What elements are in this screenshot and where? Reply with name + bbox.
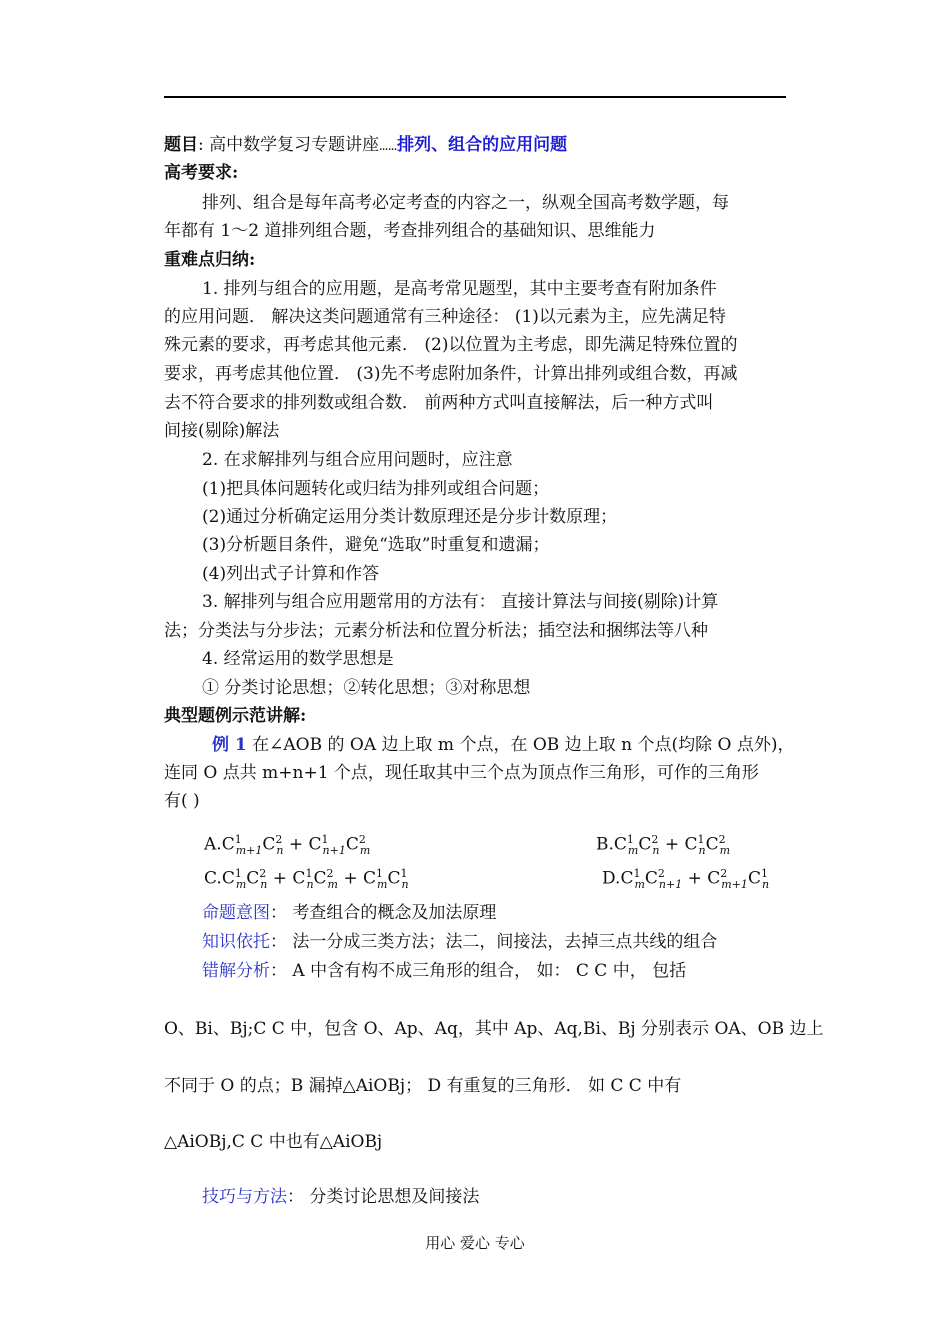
key-point-line-12: 3. 解排列与组合应用题常用的方法有： 直接计算法与间接(剔除)计算 <box>202 592 719 612</box>
error-text-1: ： A 中含有构不成三角形的组合， 如： C C 中， 包括 <box>270 961 687 981</box>
basis-text: ： 法一分成三类方法；法二，间接法，去掉三点共线的组合 <box>270 932 718 952</box>
option-c: $C.C^1_mC^2_n + C^1_nC^2_m + C^1_mC^1_n$ <box>204 867 409 892</box>
intent-label: 命题意图 <box>202 903 270 923</box>
error-line-3: 不同于 O 的点；B 漏掉△AiOBj； D 有重复的三角形． 如 C C 中有 <box>164 1076 682 1096</box>
basis-label: 知识依托 <box>202 932 270 952</box>
key-point-line-15: ① 分类讨论思想；②转化思想；③对称思想 <box>202 678 531 698</box>
error-line-2: O、Bi、Bj;C C 中，包含 O、Ap、Aq，其中 Ap、Aq,Bi、Bj 分别表示 OA、OB 边上 <box>164 1019 824 1039</box>
key-point-line-4: 要求，再考虑其他位置． (3)先不考虑附加条件，计算出排列或组合数，再减 <box>164 364 738 384</box>
skill-text: ： 分类讨论思想及间接法 <box>287 1187 480 1207</box>
requirements-line-1: 排列、组合是每年高考必定考查的内容之一，纵观全国高考数学题，每 <box>202 193 729 213</box>
option-a: $A.C^1_{m+1}C^2_n + C^1_{n+1}C^2_m$ <box>204 833 371 858</box>
title-label: 题目 <box>164 135 198 155</box>
title-topic: 排列、组合的应用问题 <box>397 135 568 155</box>
title-dots: …… <box>379 143 398 153</box>
examples-heading: 典型题例示范讲解: <box>164 706 307 726</box>
requirements-line-2: 年都有 1～2 道排列组合题，考查排列组合的基础知识、思维能力 <box>164 221 656 241</box>
key-point-line-10: (3)分析题目条件，避免“选取”时重复和遗漏； <box>202 535 550 555</box>
example1-line-2: 连同 O 点共 m+n+1 个点，现任取其中三个点为顶点作三角形，可作的三角形 <box>164 763 759 783</box>
option-d: $D.C^1_mC^2_{n+1} + C^2_{m+1}C^1_n$ <box>602 867 770 892</box>
key-point-line-3: 殊元素的要求，再考虑其他元素． (2)以位置为主考虑，即先满足特殊位置的 <box>164 335 738 355</box>
skill-line <box>202 1186 794 1208</box>
key-point-line-1: 1. 排列与组合的应用题，是高考常见题型，其中主要考查有附加条件 <box>202 279 717 299</box>
example1-line-3: 有( ) <box>164 791 200 811</box>
error-label: 错解分析 <box>202 961 270 981</box>
key-point-line-2: 的应用问题． 解决这类问题通常有三种途径： (1)以元素为主，应先满足特 <box>164 307 726 327</box>
key-point-line-6: 间接(剔除)解法 <box>164 421 280 441</box>
key-point-line-8: (1)把具体问题转化或归结为排列或组合问题； <box>202 479 550 499</box>
key-point-line-9: (2)通过分析确定运用分类计数原理还是分步计数原理； <box>202 507 618 527</box>
example1-label: 例 1 <box>212 735 247 755</box>
title-line: 题目: 高中数学复习专题讲座……排列、组合的应用问题 <box>164 135 568 155</box>
header-rule <box>164 96 786 98</box>
key-point-line-13: 法；分类法与分步法；元素分析法和位置分析法；插空法和捆绑法等八种 <box>164 621 708 641</box>
error-line-1 <box>202 960 794 982</box>
option-b: $B.C^1_mC^2_n + C^1_nC^2_m$ <box>596 833 731 858</box>
page-footer: 用心 爱心 专心 <box>425 1234 525 1252</box>
intent-text: ： 考查组合的概念及加法原理 <box>270 903 497 923</box>
key-point-line-7: 2. 在求解排列与组合应用问题时，应注意 <box>202 450 513 470</box>
key-points-heading: 重难点归纳: <box>164 250 256 270</box>
key-point-line-14: 4. 经常运用的数学思想是 <box>202 649 394 669</box>
title-text: 高中数学复习专题讲座 <box>209 135 380 155</box>
key-point-line-5: 去不符合要求的排列数或组合数． 前两种方式叫直接解法，后一种方式叫 <box>164 393 714 413</box>
error-line-4: △AiOBj,C C 中也有△AiOBj <box>164 1132 383 1152</box>
skill-label: 技巧与方法 <box>202 1187 287 1207</box>
intent-line <box>202 902 794 924</box>
example1-text-1: 在∠AOB 的 OA 边上取 m 个点，在 OB 边上取 n 个点(均除 O 点外)， <box>252 735 795 755</box>
basis-line <box>202 931 794 953</box>
example1-line-1 <box>212 734 795 756</box>
key-point-line-11: (4)列出式子计算和作答 <box>202 564 380 584</box>
requirements-heading: 高考要求: <box>164 163 239 183</box>
